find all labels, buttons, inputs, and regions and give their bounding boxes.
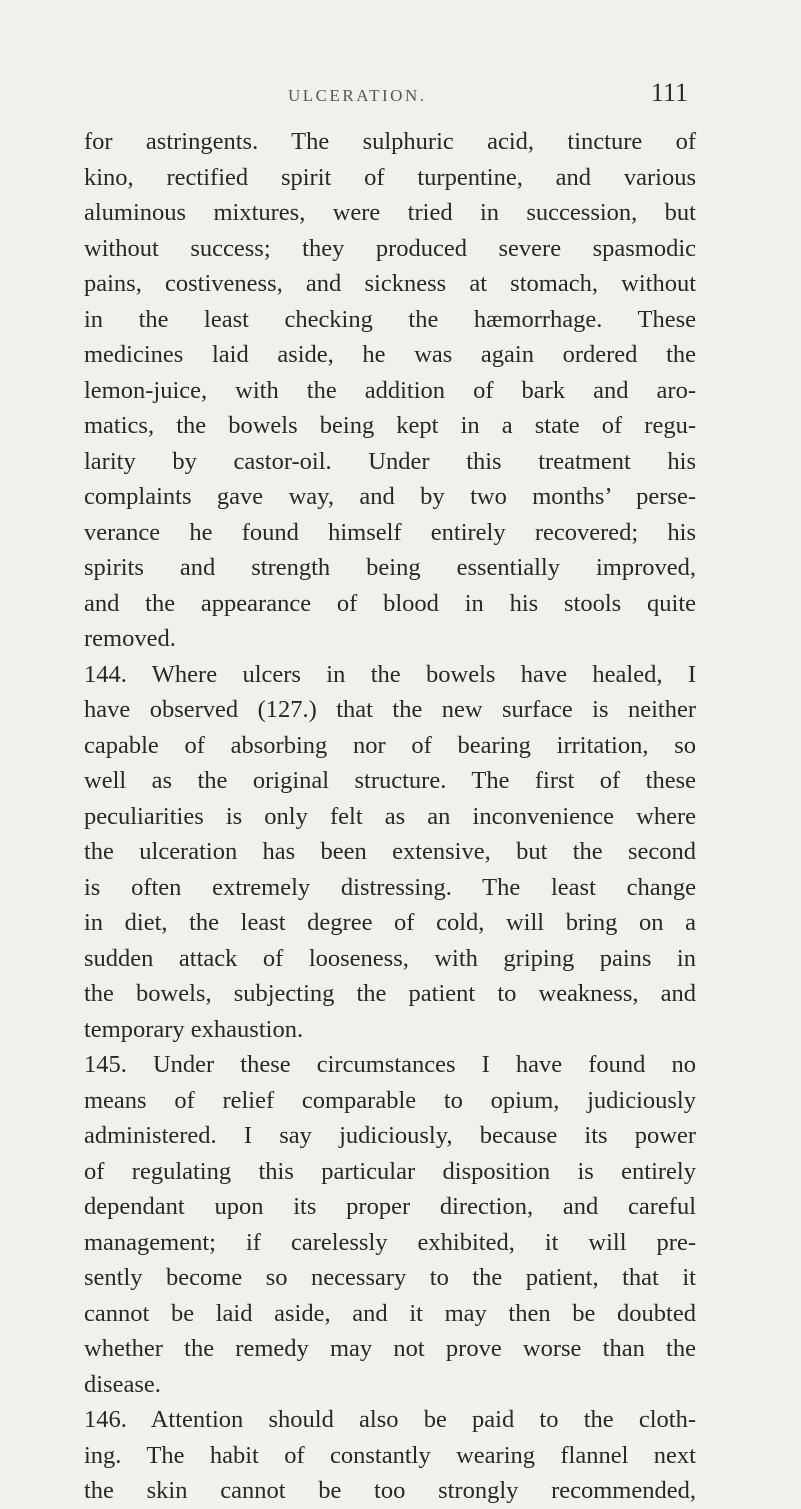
text-line: 145. Under these circumstances I have found no — [84, 1051, 696, 1078]
text-line: of regulating this particular disposition is entirely — [84, 1157, 696, 1185]
text-line: dependant upon its proper direction, and careful — [84, 1193, 696, 1220]
text-line: 146. Attention should also be paid to the cloth- — [84, 1406, 696, 1433]
text-line: removed. — [84, 625, 176, 652]
page-header — [288, 78, 688, 112]
text-line: sently become so necessary to the patient, that it — [84, 1264, 696, 1291]
text-line: aluminous mixtures, were tried in succession, but — [84, 199, 696, 226]
text-line: well as the original structure. The first of these — [84, 767, 696, 794]
text-line: verance he found himself entirely recovered; his — [84, 518, 696, 546]
text-line: capable of absorbing nor of bearing irritation, so — [84, 731, 696, 759]
text-line: temporary exhaustion. — [84, 1015, 304, 1043]
text-line: 144. Where ulcers in the bowels have healed, I — [84, 660, 696, 688]
text-line: sudden attack of looseness, with griping pains in — [84, 944, 696, 972]
text-line: lemon-juice, with the addition of bark and aro- — [84, 376, 696, 404]
text-line: pains, costiveness, and sickness at stomach, without — [84, 270, 696, 297]
text-line: and the appearance of blood in his stools quite — [84, 589, 696, 617]
body-text — [84, 124, 696, 1509]
text-line: complaints gave way, and by two months’ perse- — [84, 483, 696, 510]
text-line: ing. The habit of constantly wearing flannel next — [84, 1441, 696, 1469]
text-line: kino, rectified spirit of turpentine, and various — [84, 163, 696, 191]
text-line: means of relief comparable to opium, judiciously — [84, 1086, 696, 1114]
text-line: for astringents. The sulphuric acid, tincture of — [84, 128, 696, 155]
text-line: have observed (127.) that the new surface is neither — [84, 696, 696, 723]
running-title: ULCERATION. — [288, 86, 427, 105]
text-line: peculiarities is only felt as an inconvenience where — [84, 802, 696, 830]
text-line: spirits and strength being essentially improved, — [84, 554, 696, 581]
text-line: the ulceration has been extensive, but the second — [84, 838, 696, 865]
text-line: without success; they produced severe spasmodic — [84, 234, 696, 262]
text-line: the skin cannot be too strongly recommended, — [84, 1477, 696, 1504]
text-line: the bowels, subjecting the patient to weakness, and — [84, 980, 696, 1007]
text-line: administered. I say judiciously, because its power — [84, 1122, 696, 1149]
text-line: medicines laid aside, he was again ordered the — [84, 341, 696, 368]
text-line: larity by castor-oil. Under this treatment his — [84, 447, 696, 475]
page-number: 111 — [650, 78, 688, 107]
text-line: cannot be laid aside, and it may then be doubted — [84, 1299, 696, 1327]
text-line: in diet, the least degree of cold, will bring on a — [84, 909, 696, 936]
text-line: is often extremely distressing. The least change — [84, 873, 696, 901]
text-line: matics, the bowels being kept in a state of regu- — [84, 412, 696, 439]
text-line: whether the remedy may not prove worse than the — [84, 1335, 696, 1362]
text-line: disease. — [84, 1370, 161, 1398]
text-line: management; if carelessly exhibited, it will pre- — [84, 1228, 696, 1256]
text-line: in the least checking the hæmorrhage. These — [84, 305, 696, 333]
